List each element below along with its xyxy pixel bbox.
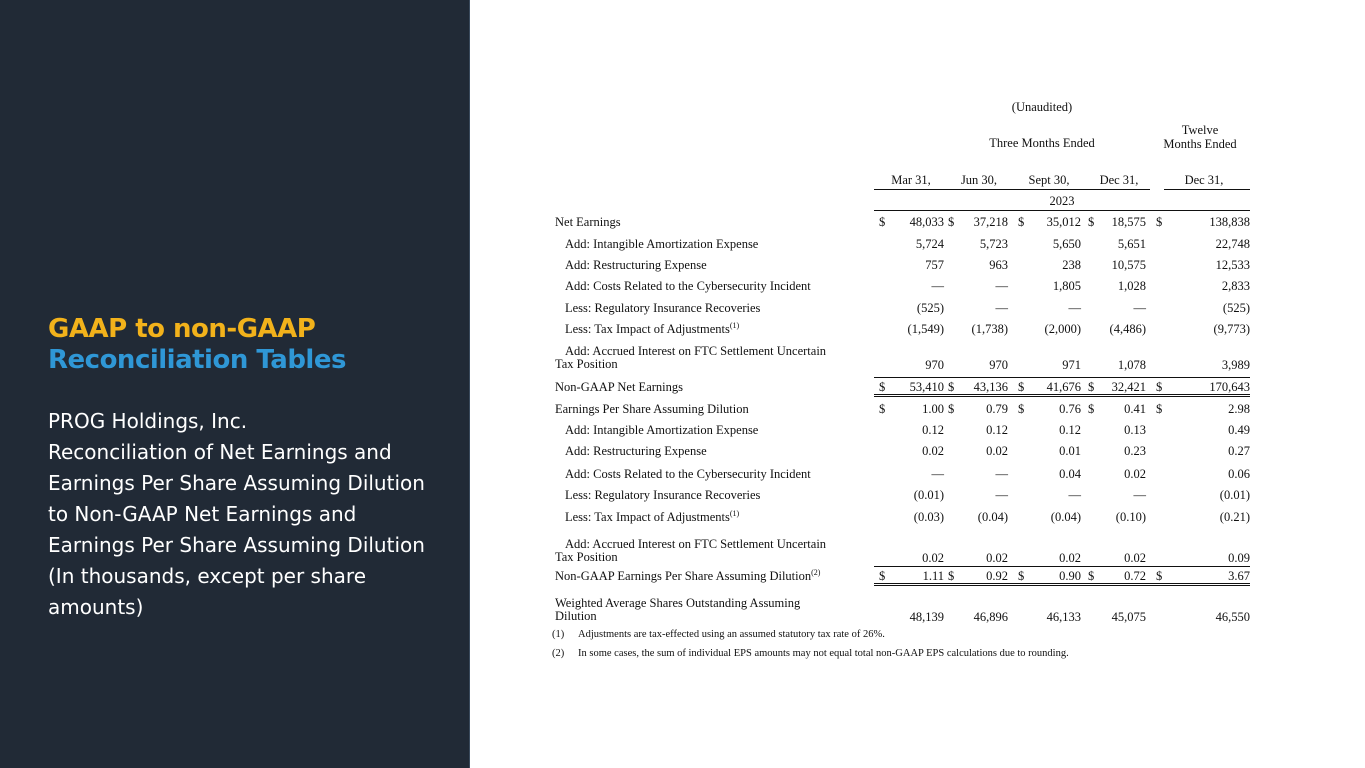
table-cell: 0.06: [1228, 467, 1250, 481]
table-row: [552, 255, 1252, 276]
row-label: [565, 237, 758, 252]
three-months-header: Three Months Ended: [989, 136, 1095, 150]
row-label-line-2: Dilution: [555, 609, 597, 623]
subtotal-rule: [874, 566, 1250, 567]
dollar-sign: $: [1088, 380, 1095, 394]
table-row: [552, 298, 1252, 319]
table-cell: (0.01): [913, 488, 944, 502]
row-label: [555, 402, 749, 417]
table-cell: 32,421: [1111, 380, 1146, 394]
dollar-sign: $: [948, 569, 955, 583]
footnote-ref: (2): [811, 567, 821, 577]
table-row: [552, 441, 1252, 462]
table-cell: 0.02: [922, 551, 944, 565]
table-cell: —: [1133, 301, 1146, 315]
col-header-dec: Dec 31,: [1099, 173, 1139, 187]
table-cell: (0.01): [1219, 488, 1250, 502]
unaudited-header: (Unaudited): [1011, 100, 1073, 114]
table-cell: 138,838: [1209, 215, 1250, 229]
table-cell: (0.10): [1115, 510, 1146, 524]
table-row: [552, 212, 1252, 233]
row-label-text: Add: Intangible Amortization Expense: [565, 423, 759, 437]
total-double-rule: [874, 583, 1250, 584]
footnote: [552, 648, 1069, 659]
dollar-sign: $: [948, 402, 955, 416]
col-header-jun: Jun 30,: [960, 173, 998, 187]
twelve-line-2: Months Ended: [1163, 137, 1237, 151]
year-rule: [874, 210, 1250, 211]
col-header-mar: Mar 31,: [891, 173, 931, 187]
table-row: [552, 420, 1252, 441]
col-header-dec-twelve: Dec 31,: [1184, 173, 1224, 187]
table-cell: (0.21): [1219, 510, 1250, 524]
row-label-line-1: Weighted Average Shares Outstanding Assuming: [555, 596, 801, 610]
table-cell: 0.12: [1059, 423, 1081, 437]
subtitle-line: Reconciliation of Net Earnings and: [48, 440, 392, 464]
row-label: [555, 569, 820, 584]
table-cell: 0.76: [1059, 402, 1081, 416]
footnote-text: In some cases, the sum of individual EPS amounts may not equal total non-GAAP EPS calculations due to rounding.: [578, 648, 1069, 659]
table-row: [552, 234, 1252, 255]
dollar-sign: $: [1018, 380, 1025, 394]
row-label-text: Net Earnings: [555, 215, 621, 229]
left-panel: [0, 0, 470, 768]
subtitle-line: Earnings Per Share Assuming Dilution: [48, 533, 425, 557]
table-cell: (9,773): [1213, 322, 1250, 336]
table-cell: —: [995, 301, 1008, 315]
row-label-text: Less: Regulatory Insurance Recoveries: [565, 301, 761, 315]
table-cell: 0.12: [986, 423, 1008, 437]
table-cell: 0.49: [1228, 423, 1250, 437]
table-cell: 5,650: [1052, 237, 1081, 251]
table-cell: 41,676: [1046, 380, 1081, 394]
table-cell: 0.72: [1124, 569, 1146, 583]
row-label-line-1: Add: Accrued Interest on FTC Settlement Uncertain: [565, 344, 827, 358]
dollar-sign: $: [879, 215, 886, 229]
total-double-rule: [874, 585, 1250, 586]
row-label: [565, 301, 760, 316]
row-label: [555, 215, 621, 230]
table-cell: 1.11: [922, 569, 944, 583]
row-label: [555, 597, 800, 623]
table-cell: 53,410: [909, 380, 944, 394]
table-cell: 22,748: [1215, 237, 1250, 251]
table-cell: (2,000): [1044, 322, 1081, 336]
row-label-text: Non-GAAP Earnings Per Share Assuming Dilution: [555, 569, 812, 583]
table-cell: 1,028: [1117, 279, 1146, 293]
table-cell: 0.23: [1124, 444, 1146, 458]
table-cell: 0.92: [986, 569, 1008, 583]
table-cell: 963: [989, 258, 1008, 272]
subtitle-line: to Non-GAAP Net Earnings and: [48, 502, 357, 526]
row-label: [565, 467, 811, 482]
dollar-sign: $: [879, 569, 886, 583]
dollar-sign: $: [1018, 402, 1025, 416]
table-cell: 5,723: [979, 237, 1008, 251]
dollar-sign: $: [879, 402, 886, 416]
table-cell: 48,139: [909, 610, 944, 624]
dollar-sign: $: [1156, 402, 1163, 416]
subtitle-line: Earnings Per Share Assuming Dilution: [48, 471, 425, 495]
table-cell: 0.04: [1059, 467, 1081, 481]
row-label-text: Add: Restructuring Expense: [565, 258, 707, 272]
row-label-text: Add: Restructuring Expense: [565, 444, 707, 458]
table-row: [552, 399, 1252, 420]
table-cell: (525): [916, 301, 944, 315]
table-cell: —: [931, 467, 944, 481]
total-double-rule: [874, 396, 1250, 397]
table-cell: 12,533: [1215, 258, 1250, 272]
table-cell: 0.02: [922, 444, 944, 458]
dollar-sign: $: [1088, 402, 1095, 416]
table-cell: —: [995, 488, 1008, 502]
subtitle-line: amounts): [48, 595, 144, 619]
row-label: [565, 488, 760, 503]
footnote-number: (2): [552, 648, 565, 659]
table-cell: 0.01: [1059, 444, 1081, 458]
row-label: [565, 444, 707, 459]
table-cell: 0.12: [922, 423, 944, 437]
table-cell: —: [1068, 488, 1081, 502]
dollar-sign: $: [1156, 380, 1163, 394]
table-cell: 971: [1062, 358, 1081, 372]
slide-subtitle: [48, 406, 448, 623]
row-label: [565, 510, 739, 525]
table-cell: 757: [925, 258, 944, 272]
table-cell: —: [1133, 488, 1146, 502]
subtitle-line: (In thousands, except per share: [48, 564, 366, 588]
table-cell: (525): [1222, 301, 1250, 315]
table-cell: 0.02: [1124, 551, 1146, 565]
table-cell: —: [931, 279, 944, 293]
table-row: [552, 537, 1252, 565]
dollar-sign: $: [1156, 215, 1163, 229]
table-cell: (1,738): [971, 322, 1008, 336]
table-row: [552, 507, 1252, 528]
row-label-text: Add: Costs Related to the Cybersecurity Incident: [565, 279, 811, 293]
table-cell: 3.67: [1228, 569, 1250, 583]
table-cell: 0.02: [1059, 551, 1081, 565]
table-cell: 43,136: [973, 380, 1008, 394]
row-label-line-2: Tax Position: [555, 550, 618, 564]
table-cell: 0.13: [1124, 423, 1146, 437]
subtotal-rule: [874, 377, 1250, 378]
footnote-ref: (1): [729, 508, 740, 518]
header-rule: [1164, 189, 1250, 190]
dollar-sign: $: [1018, 215, 1025, 229]
table-cell: 37,218: [973, 215, 1008, 229]
total-double-rule: [874, 394, 1250, 395]
row-label-text: Earnings Per Share Assuming Dilution: [555, 402, 749, 416]
table-cell: (0.03): [913, 510, 944, 524]
dollar-sign: $: [948, 380, 955, 394]
title-line-1: GAAP to non-GAAP: [48, 314, 316, 344]
table-cell: —: [995, 467, 1008, 481]
slide-title: [48, 314, 346, 376]
year-header: 2023: [1049, 194, 1075, 208]
table-cell: 46,896: [973, 610, 1008, 624]
table-row: [552, 485, 1252, 506]
table-cell: (4,486): [1109, 322, 1146, 336]
row-label-text: Non-GAAP Net Earnings: [555, 380, 683, 394]
table-cell: 0.09: [1228, 551, 1250, 565]
footnote-number: (1): [552, 629, 565, 640]
row-label-line-1: Add: Accrued Interest on FTC Settlement Uncertain: [565, 537, 827, 551]
table-cell: 2.98: [1228, 402, 1250, 416]
row-label: [565, 322, 739, 337]
table-row: [552, 276, 1252, 297]
table-cell: 5,724: [915, 237, 944, 251]
table-cell: 2,833: [1221, 279, 1250, 293]
footnote: [552, 629, 885, 640]
row-label-text: Less: Tax Impact of Adjustments: [565, 322, 730, 336]
col-header-sep: Sept 30,: [1028, 173, 1070, 187]
dollar-sign: $: [1088, 569, 1095, 583]
table-cell: 3,989: [1221, 358, 1250, 372]
table-cell: 970: [925, 358, 944, 372]
table-cell: 0.41: [1124, 402, 1146, 416]
table-row: [552, 596, 1252, 624]
table-cell: 0.02: [1124, 467, 1146, 481]
table-row: [552, 464, 1252, 485]
twelve-months-header: [1140, 123, 1260, 151]
header-rule: [874, 189, 1150, 190]
table-cell: 48,033: [909, 215, 944, 229]
row-label-text: Less: Tax Impact of Adjustments: [565, 510, 730, 524]
table-row: [552, 344, 1252, 372]
dollar-sign: $: [948, 215, 955, 229]
table-cell: 35,012: [1046, 215, 1081, 229]
row-label: [565, 423, 758, 438]
table-cell: 238: [1062, 258, 1081, 272]
table-cell: 46,550: [1215, 610, 1250, 624]
table-cell: 0.27: [1228, 444, 1250, 458]
table-row: [552, 319, 1252, 340]
dollar-sign: $: [1156, 569, 1163, 583]
row-label: [555, 344, 827, 371]
table-cell: 5,651: [1117, 237, 1146, 251]
table-cell: —: [995, 279, 1008, 293]
table-cell: (0.04): [977, 510, 1008, 524]
table-cell: —: [1068, 301, 1081, 315]
table-cell: 0.02: [986, 551, 1008, 565]
table-cell: 10,575: [1111, 258, 1146, 272]
dollar-sign: $: [1088, 215, 1095, 229]
row-label: [565, 258, 707, 273]
row-label: [555, 537, 827, 564]
dollar-sign: $: [1018, 569, 1025, 583]
table-cell: 0.90: [1059, 569, 1081, 583]
dollar-sign: $: [879, 380, 886, 394]
table-cell: 46,133: [1046, 610, 1081, 624]
title-line-2: Reconciliation Tables: [48, 345, 346, 375]
subtitle-line: PROG Holdings, Inc.: [48, 409, 248, 433]
table-cell: 170,643: [1209, 380, 1250, 394]
table-cell: 0.02: [986, 444, 1008, 458]
row-label-text: Add: Intangible Amortization Expense: [565, 237, 759, 251]
twelve-line-1: Twelve: [1181, 123, 1219, 137]
table-cell: 0.79: [986, 402, 1008, 416]
table-cell: 1,805: [1052, 279, 1081, 293]
table-cell: (0.04): [1050, 510, 1081, 524]
table-cell: 1,078: [1117, 358, 1146, 372]
table-cell: 1.00: [922, 402, 944, 416]
row-label-line-2: Tax Position: [555, 357, 618, 371]
table-cell: 18,575: [1111, 215, 1146, 229]
row-label-text: Add: Costs Related to the Cybersecurity Incident: [565, 467, 811, 481]
footnote-ref: (1): [729, 320, 740, 330]
row-label-text: Less: Regulatory Insurance Recoveries: [565, 488, 761, 502]
row-label: [565, 279, 811, 294]
table-cell: (1,549): [907, 322, 944, 336]
footnote-text: Adjustments are tax-effected using an assumed statutory tax rate of 26%.: [578, 629, 885, 640]
table-cell: 970: [989, 358, 1008, 372]
table-cell: 45,075: [1111, 610, 1146, 624]
row-label: [555, 380, 683, 395]
